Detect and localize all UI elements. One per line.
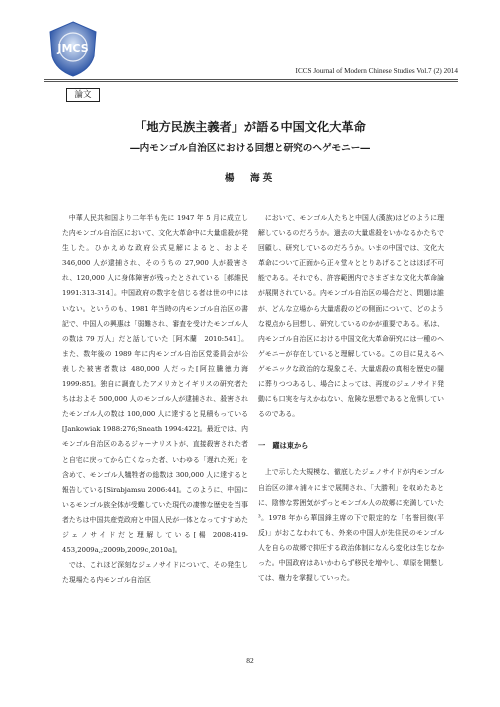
body-paragraph: 中華人民共和国より二年半も先に 1947 年 5 月に成立した内モンゴル自治区において、文化大革命中に大量虐殺が発生した。ひかえめな政府公式見解によると、およそ 346,000 人が逮捕され、そのうちの 27,900 人が殺害され、120,000 人に身体障害が残ったとされている［郝維民 1991:313-314］。中国政府の数字を信じる者は世の中にはいない。というのも、1981 年当時の内モンゴル自治区の書記で、中国人の興惠は「弱難され、審査を受けたモンゴル人の数は 79 万人」だと話していた［阿木蘭 2010:541］。また、数年後の 1989 年に内モンゴル自治区党委員会が公表した被害者数は 480,000 人だった[阿拉騰徳力海 1999:85]。独自に調査したアメリカとイギリスの研究者たちはおよそ 500,000 人のモンゴル人が逮捕され、殺害されたモンゴル人の数は 100,000 人に達すると見積もっている [Jankowiak 1988:276;Sneath 1994:422]。最近では、内モンゴル自治区のあるジャーナリストが、直接殺害された者と自宅に戻ってから亡くなった者、いわゆる「遅れた死」を含めて、モンゴル人犠牲者の総数は 300,000 人に達すると報告している[Sirabjamsu 2006:44]。このように、中国にいるモンゴル族全体が受難していた現代の凄惨な歴史を当事者たちは中国共産党政府と中国人民が一体となってすすめたジェノサイドだと理解している[楊 2008:419-453,2009a,;2009b,2009c,2010a]。 [62,214,255,555]
body-paragraph: 上で示した大規模な、徹底したジェノサイドが内モンゴル自治区の津々浦々にまで展開され、「大勝利」を収めたあとに、陰惨な雰囲気がずっとモンゴル人の故郷に充満していた³。1978 年から華国鋒主席の下で限定的な「名誉回復(平反)」がおこなわれても、外来の中国人が先住民のモンゴル人を自らの故郷で抑圧する政治体制になんら変化は生じなかった。中国政府はあいかわらず移民を増やし、草原を開墾しては、権力を掌握していった。 [258,468,444,583]
article-genre-label: 論文 [66,88,100,102]
journal-logo [46,20,100,78]
logo-text: JMCS [57,42,89,55]
article-title: 「地方民族主義者」が語る中国文化大革命 [134,120,366,134]
body-paragraph: では、これほど深刻なジェノサイドについて、その発生した現場たる内モンゴル自治区 [62,561,248,585]
article-author: 楊 海英 [224,173,276,184]
header-rule-bottom [44,81,458,82]
header-rule-top [44,79,458,80]
body-paragraph: において、モンゴル人たちと中国人(漢族)はどのように理解しているのだろうか。過去の大量虐殺をいかなるかたちで回顧し、研究しているのだろうか。いまの中国では、文化大革命について正面から正々堂々ととりあげることはほぼ不可能である。それでも、許容範囲内でさまざまな文化大革命論が展開されている。内モンゴル自治区の場合だと、問題は誰が、どんな立場から大量虐殺のどの側面について、どのような視点から回想し、研究しているのかが重要である。私は、内モンゴル自治区における中国文化大革命研究には一種のヘゲモニーが存在していると理解している。この目に見えるヘゲモニックな政治的な現象こそ、大量虐殺の真相を歴史の闇に葬りつつあるし、場合によっては、再度のジェノサイド発動にも口実を与えかねない、危険な思想であると危惧しているのである。 [258,214,444,419]
journal-header: ICCS Journal of Modern Chinese Studies Vol.7 (2) 2014 [295,67,458,75]
article-subtitle: ―内モンゴル自治区における回想と研究のヘゲモニー― [130,143,370,154]
body-column-left [62,211,255,588]
section-heading: 一 躍は東から [258,441,309,451]
body-column-right [258,211,444,586]
page-number: 82 [246,656,254,665]
